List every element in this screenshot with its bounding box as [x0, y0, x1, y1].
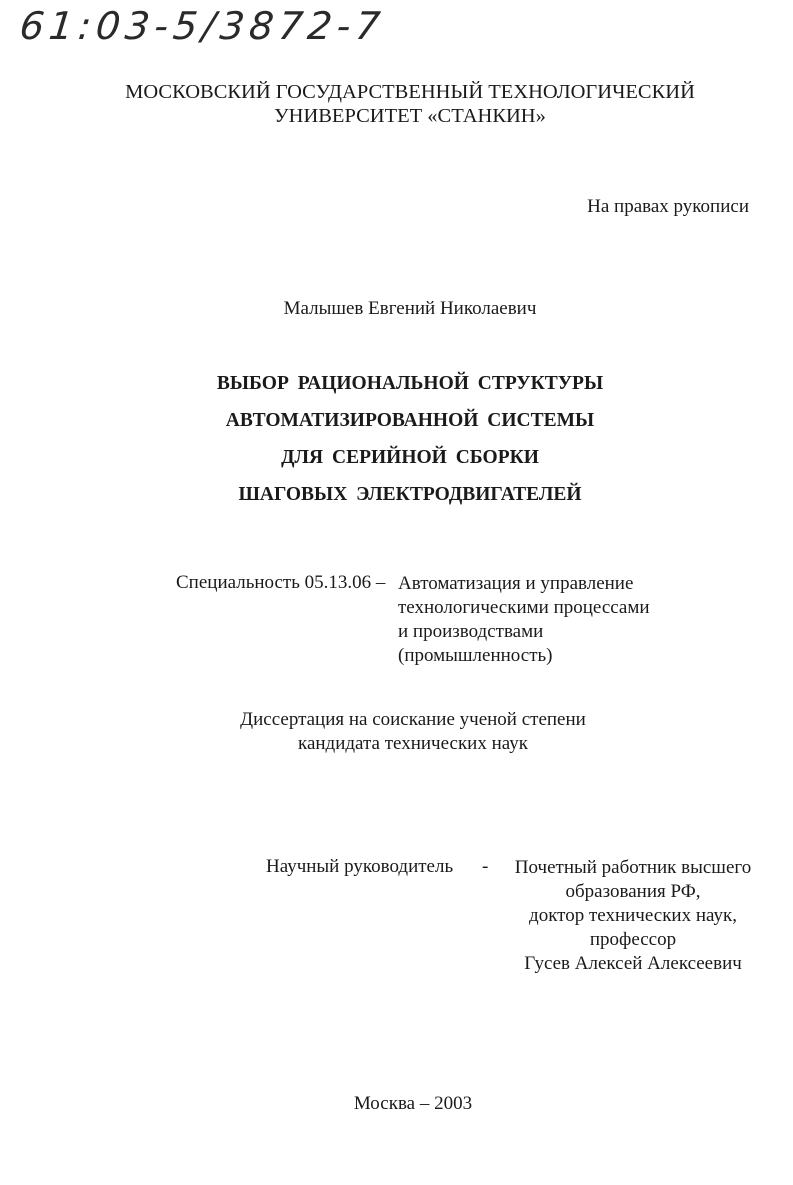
author-name: Малышев Евгений Николаевич [283, 298, 537, 319]
degree-statement [0, 708, 793, 756]
specialty-description [398, 572, 650, 668]
rights-note: На правах рукописи [587, 196, 749, 217]
university-line: УНИВЕРСИТЕТ «СТАНКИН» [274, 105, 546, 127]
handwritten-archive-code: 61:03-5/3872-7 [17, 4, 388, 48]
supervisor-line: доктор технических наук, [529, 905, 737, 926]
title-line: АВТОМАТИЗИРОВАННОЙ СИСТЕМЫ [225, 410, 595, 431]
supervisor-line: Почетный работник высшего [514, 857, 752, 878]
university-line: МОСКОВСКИЙ ГОСУДАРСТВЕННЫЙ ТЕХНОЛОГИЧЕСКИЙ [125, 81, 695, 103]
title-line: ВЫБОР РАЦИОНАЛЬНОЙ СТРУКТУРЫ [216, 373, 604, 394]
university-name [0, 80, 793, 128]
supervisor-line: образования РФ, [565, 881, 701, 902]
specialty-line: и производствами [398, 621, 544, 642]
title-line: ДЛЯ СЕРИЙНОЙ СБОРКИ [281, 447, 539, 468]
supervisor-line: профессор [589, 929, 677, 950]
specialty-line: Автоматизация и управление [398, 573, 634, 594]
dissertation-title [0, 365, 793, 513]
degree-line: кандидата технических наук [298, 733, 528, 754]
specialty-label: Специальность 05.13.06 – [176, 572, 386, 593]
title-line: ШАГОВЫХ ЭЛЕКТРОДВИГАТЕЛЕЙ [238, 484, 582, 505]
supervisor-label: Научный руководитель [266, 856, 454, 877]
city-year: Москва – 2003 [353, 1093, 473, 1114]
supervisor-details [490, 856, 776, 976]
specialty-line: (промышленность) [398, 645, 553, 666]
supervisor-line: Гусев Алексей Алексеевич [524, 953, 742, 974]
degree-line: Диссертация на соискание ученой степени [240, 709, 586, 730]
specialty-line: технологическими процессами [398, 597, 650, 618]
supervisor-dash: - [482, 856, 489, 877]
